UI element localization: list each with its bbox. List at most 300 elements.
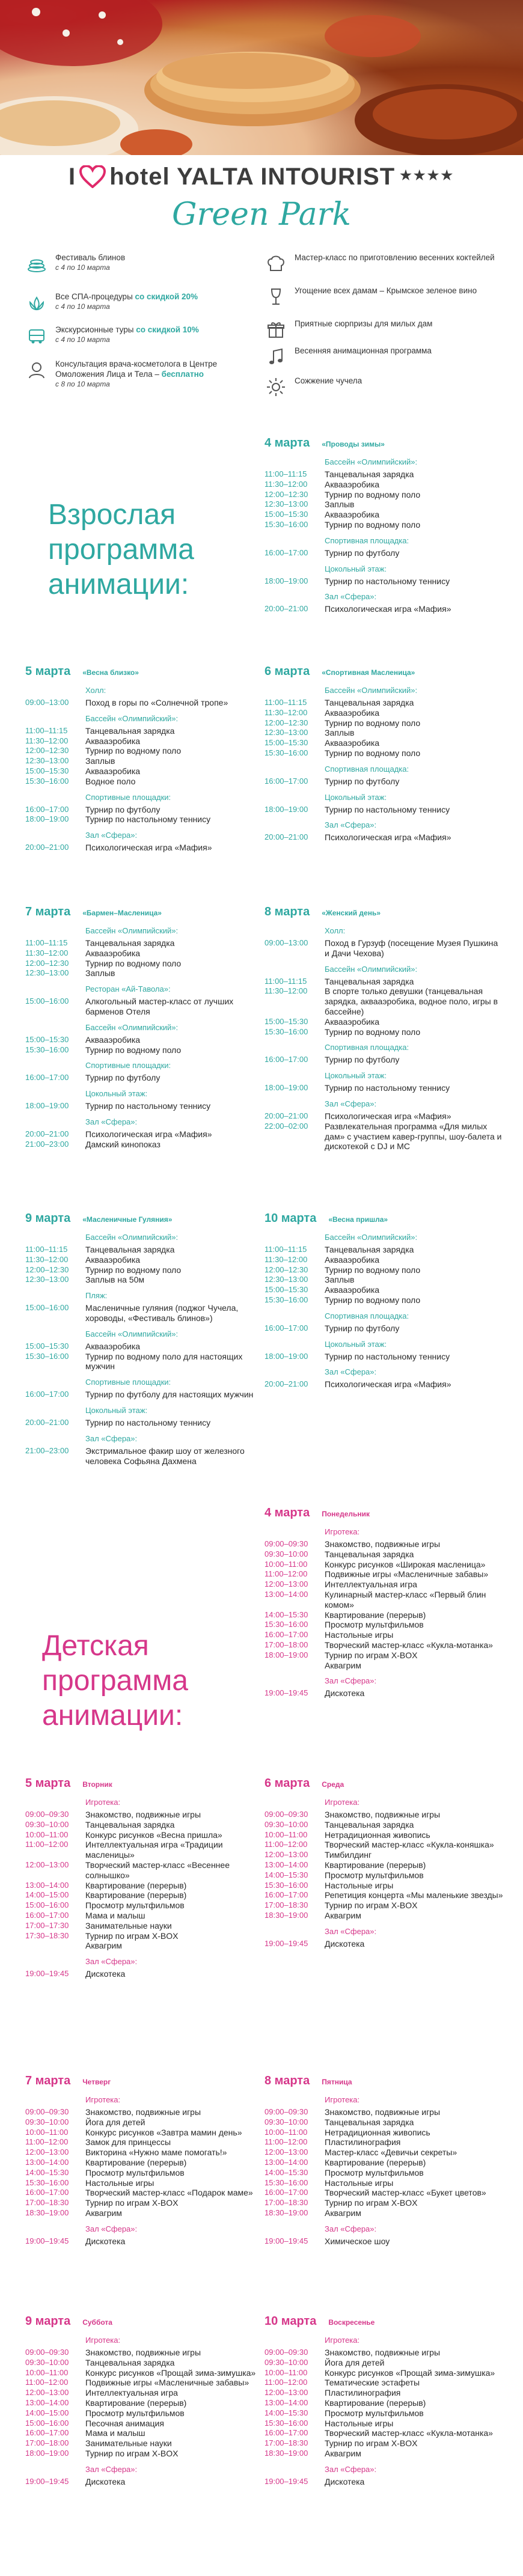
event-time: 20:00–21:00	[25, 843, 69, 852]
venue-label: Бассейн «Олимпийский»:	[325, 457, 418, 466]
event-time: 15:00–15:30	[25, 1341, 69, 1351]
event-time: 15:00–16:00	[25, 1900, 69, 1910]
day-theme: Четверг	[82, 2078, 111, 2086]
event-time: 11:30–12:00	[25, 1254, 69, 1264]
schedule-row	[265, 1860, 505, 1870]
service-dates: с 4 по 10 марта	[55, 335, 110, 344]
event-name: Квартирование (перерыв)	[85, 1880, 187, 1890]
schedule-row	[25, 766, 266, 777]
event-name: Аквааэробика	[85, 766, 141, 776]
event-name: Творческий мастер-класс «Весеннее солнышко»	[85, 1860, 230, 1880]
schedule-row	[25, 2147, 266, 2158]
schedule-row	[265, 2198, 505, 2208]
event-time: 16:00–17:00	[25, 1390, 69, 1399]
schedule-row	[265, 469, 505, 480]
event-time: 13:00–14:00	[265, 2397, 308, 2407]
event-name: Творческий мастер-класс «Подарок маме»	[85, 2188, 253, 2198]
event-time: 12:00–12:30	[265, 1265, 308, 1274]
event-time: 15:00–15:30	[265, 738, 308, 748]
venue-label: Игротека:	[325, 2336, 360, 2345]
schedule-row	[265, 1620, 505, 1630]
event-name: Заплыв	[325, 1275, 355, 1285]
schedule-row	[265, 986, 505, 1016]
event-name: Танцевальная зарядка	[85, 938, 175, 948]
event-name: Знакомство, подвижные игры	[325, 1539, 441, 1549]
schedule-row	[25, 843, 266, 853]
service-item	[265, 376, 505, 398]
day-header	[265, 664, 505, 680]
venue-label: Спортивные площадки:	[85, 1061, 171, 1070]
schedule-row	[25, 1140, 266, 1150]
event-time: 11:30–12:00	[265, 707, 308, 717]
event-time: 10:00–11:00	[265, 1830, 308, 1839]
schedule-row	[265, 1265, 505, 1275]
event-time: 14:00–15:30	[265, 2408, 308, 2417]
venue-label: Зал «Сфера»:	[325, 1099, 377, 1108]
day-header	[265, 905, 505, 920]
event-time: 20:00–21:00	[265, 1379, 308, 1389]
schedule-row	[25, 726, 266, 736]
event-time: 20:00–21:00	[265, 604, 308, 614]
venue-label: Игротека:	[85, 2095, 121, 2104]
schedule-row	[265, 805, 505, 815]
event-name: Йога для детей	[85, 2117, 145, 2127]
chef-hat-icon	[265, 252, 287, 275]
service-text	[295, 252, 495, 263]
event-time: 11:00–11:15	[265, 1245, 307, 1254]
event-name: Интеллектуальная игра	[325, 1579, 417, 1590]
venue-label: Бассейн «Олимпийский»:	[85, 1022, 179, 1032]
schedule-row	[265, 1379, 505, 1390]
service-dates: с 8 по 10 марта	[55, 380, 110, 388]
day-date: 4 марта	[265, 436, 310, 450]
event-name: Аквагрим	[325, 2448, 361, 2458]
event-name: Водное поло	[85, 776, 136, 786]
venue-label: Цокольный этаж:	[325, 1071, 387, 1081]
event-time: 13:00–14:00	[25, 2157, 69, 2167]
service-item	[25, 291, 242, 314]
day-header	[25, 1776, 266, 1792]
schedule-row	[265, 1630, 505, 1640]
event-name: Йога для детей	[325, 2357, 385, 2367]
event-name: Турнир по футболу	[325, 776, 400, 786]
event-name: Аквааэробика	[85, 1341, 141, 1351]
schedule-row	[265, 1890, 505, 1900]
event-name: Тематические эстафеты	[325, 2378, 420, 2388]
event-time: 15:00–15:30	[265, 510, 308, 519]
schedule-row	[25, 2137, 266, 2147]
schedule-row	[265, 1027, 505, 1037]
venue-label: Зал «Сфера»:	[325, 1926, 377, 1936]
event-time: 15:30–16:00	[265, 519, 308, 529]
day-date: 7 марта	[25, 905, 71, 918]
event-name: Творческий мастер-класс «Кукла-мотанка»	[325, 2428, 493, 2438]
event-time: 20:00–21:00	[25, 1417, 69, 1427]
venue-label: Бассейн «Олимпийский»:	[325, 1233, 418, 1242]
event-name: Алкогольный мастер-класс от лучших барменов Отеля	[85, 997, 234, 1016]
day-date: 5 марта	[25, 665, 71, 678]
schedule-row	[25, 756, 266, 766]
venue-label: Бассейн «Олимпийский»:	[85, 1233, 179, 1242]
event-name: Турнир по футболу	[85, 804, 161, 814]
event-time: 19:00–19:45	[25, 1969, 69, 1979]
day-date: 4 марта	[265, 1506, 310, 1519]
schedule-row	[25, 814, 266, 825]
event-time: 19:00–19:45	[265, 2236, 308, 2245]
schedule-row	[265, 2388, 505, 2398]
schedule-row	[25, 1245, 266, 1255]
day-header	[265, 1776, 505, 1792]
schedule-row	[265, 1881, 505, 1891]
event-time: 12:00–12:30	[25, 746, 69, 755]
schedule-row	[265, 1939, 505, 1949]
event-name: Турнир по футболу	[85, 1073, 161, 1083]
event-time: 09:30–10:00	[265, 2357, 308, 2367]
day-date: 5 марта	[25, 1777, 71, 1790]
schedule-row	[25, 1352, 266, 1372]
service-discount: со скидкой 20%	[135, 292, 198, 301]
service-item	[265, 285, 505, 308]
event-time: 11:00–12:00	[25, 2137, 69, 2147]
event-time	[265, 1661, 325, 1671]
day-date: 8 марта	[265, 2074, 310, 2087]
day-date: 6 марта	[265, 665, 310, 678]
event-name: Настольные игры	[85, 2178, 154, 2188]
event-name: Просмотр мультфильмов	[325, 2408, 424, 2418]
day-header	[25, 664, 266, 680]
event-time: 11:30–12:00	[265, 479, 308, 489]
schedule-row	[25, 1303, 266, 1323]
event-time: 11:00–11:15	[25, 1245, 68, 1254]
event-time: 09:00–13:00	[25, 698, 69, 707]
event-time: 17:30–18:30	[25, 1930, 69, 1940]
event-name: Турнир по настольному теннису	[85, 1101, 211, 1111]
schedule-row	[265, 2477, 505, 2487]
schedule-row	[265, 1650, 505, 1661]
service-text	[55, 291, 198, 312]
event-time: 16:00–17:00	[25, 2428, 69, 2438]
event-time: 19:00–19:45	[265, 1688, 308, 1698]
schedule-row	[265, 2168, 505, 2178]
schedule-row	[265, 490, 505, 500]
event-name: Мастер-класс «Девичьи секреты»	[325, 2147, 457, 2158]
service-label: Сожжение чучела	[295, 376, 362, 385]
venue-label: Спортивные площадки:	[85, 792, 171, 802]
schedule-row	[265, 548, 505, 558]
event-time: 18:00–19:00	[25, 2448, 69, 2458]
event-name: Турнир по водному поло	[85, 1265, 182, 1275]
schedule-row	[265, 1840, 505, 1850]
schedule-row	[25, 1275, 266, 1285]
schedule-row	[265, 576, 505, 587]
event-time: 11:00–12:00	[265, 1840, 308, 1849]
event-time: 14:00–15:30	[25, 2167, 69, 2177]
gift-box-icon	[265, 319, 287, 341]
event-time: 16:00–17:00	[265, 2188, 308, 2197]
day-theme: «Спортивная Масленица»	[322, 668, 415, 677]
schedule-row	[25, 2107, 266, 2117]
schedule-row	[25, 997, 266, 1017]
schedule-row	[25, 2449, 266, 2459]
event-time: 10:00–11:00	[265, 1559, 308, 1569]
event-name: Аквагрим	[85, 1941, 122, 1951]
day-header	[25, 2314, 266, 2330]
event-name: Аквагрим	[85, 2208, 122, 2218]
event-time: 22:00–02:00	[265, 1121, 308, 1131]
event-time: 14:00–15:00	[25, 2408, 69, 2417]
event-name: Аквааэробика	[85, 736, 141, 746]
schedule-row	[265, 1275, 505, 1285]
logo-prefix: I	[68, 163, 76, 190]
event-name: Психологическая игра «Мафия»	[325, 1111, 451, 1121]
event-time: 18:00–19:00	[265, 804, 308, 814]
event-name: Психологическая игра «Мафия»	[85, 843, 212, 853]
day-theme: Вторник	[82, 1780, 112, 1789]
event-name: Пластилинография	[325, 2388, 401, 2398]
event-name: Турнир по водному поло	[325, 519, 421, 530]
event-time	[25, 1941, 85, 1951]
venue-label: Зал «Сфера»:	[325, 2464, 377, 2474]
event-time: 15:30–16:00	[25, 2178, 69, 2187]
schedule-row	[265, 1911, 505, 1921]
schedule-row	[265, 748, 505, 758]
event-time: 10:00–11:00	[265, 2127, 308, 2137]
event-time: 17:00–18:30	[265, 1900, 308, 1910]
schedule-row	[265, 1830, 505, 1840]
schedule-row	[25, 959, 266, 969]
day-header	[265, 2074, 505, 2089]
event-name: Турнир по настольному теннису	[325, 1083, 450, 1093]
event-name: Турнир по футболу	[325, 1323, 400, 1333]
event-name: Аквааэробика	[85, 1254, 141, 1265]
adult-day-3	[265, 664, 505, 843]
event-time: 12:00–13:00	[25, 2147, 69, 2157]
schedule-row	[25, 1941, 266, 1951]
schedule-row	[265, 1111, 505, 1122]
event-name: Просмотр мультфильмов	[85, 2408, 185, 2418]
schedule-row	[265, 604, 505, 614]
day-theme: «Женский день»	[322, 909, 381, 917]
event-time: 19:00–19:45	[25, 2476, 69, 2486]
event-time: 18:00–19:00	[25, 814, 69, 824]
music-note-icon	[265, 346, 287, 368]
event-time: 11:00–11:15	[265, 469, 307, 478]
schedule-row	[25, 1911, 266, 1921]
schedule-row	[265, 1569, 505, 1579]
schedule-row	[25, 2198, 266, 2208]
venue-label: Игротека:	[325, 1798, 360, 1807]
sun-icon	[265, 376, 287, 398]
adult-day-2	[25, 664, 266, 853]
event-name: Аквааэробика	[325, 1285, 380, 1295]
schedule-row	[25, 1101, 266, 1111]
event-time: 12:00–13:00	[265, 1579, 308, 1589]
kids-day-7	[265, 2314, 505, 2487]
schedule-row	[265, 2358, 505, 2368]
event-name: Турнир по настольному теннису	[85, 814, 211, 825]
event-name: Просмотр мультфильмов	[325, 1620, 424, 1630]
schedule-row	[25, 2178, 266, 2188]
event-name: Викторина «Нужно маме помогать!»	[85, 2147, 227, 2158]
event-name: Квартирование (перерыв)	[325, 2157, 426, 2167]
schedule-row	[25, 1418, 266, 1428]
wine-glass-icon	[265, 285, 287, 308]
hero-food-photo	[0, 0, 523, 155]
adult-day-6	[25, 1211, 266, 1466]
schedule-row	[265, 1590, 505, 1610]
schedule-row	[265, 499, 505, 510]
event-name: Настольные игры	[325, 1880, 394, 1890]
event-time: 20:00–21:00	[25, 1129, 69, 1138]
event-time: 13:00–14:00	[25, 2397, 69, 2407]
day-header	[25, 905, 266, 920]
event-name: Психологическая игра «Мафия»	[325, 832, 451, 843]
event-time: 13:00–14:00	[265, 2157, 308, 2167]
event-name: Нетрадиционная живопись	[325, 2127, 430, 2137]
event-time: 11:00–12:00	[265, 2137, 308, 2147]
event-time: 10:00–11:00	[25, 1830, 69, 1839]
venue-label: Игротека:	[325, 1527, 360, 1536]
venue-label: Холл:	[85, 686, 106, 695]
event-time: 15:00–16:00	[25, 1303, 69, 1313]
event-name: Замок для принцессы	[85, 2137, 171, 2147]
venue-label: Зал «Сфера»:	[325, 592, 377, 602]
event-time: 11:00–11:15	[265, 976, 307, 986]
service-label: Фестиваль блинов	[55, 253, 126, 262]
event-name: Знакомство, подвижные игры	[85, 1810, 201, 1819]
event-time: 19:00–19:45	[25, 2236, 69, 2245]
event-time: 14:00–15:00	[25, 1890, 69, 1900]
service-discount: со скидкой 10%	[136, 325, 199, 334]
event-name: Конкурс рисунков «Прощай зима-зимушка»	[325, 2367, 495, 2378]
schedule-row	[265, 2117, 505, 2128]
event-name: Психологическая игра «Мафия»	[85, 1129, 212, 1139]
schedule-row	[265, 2147, 505, 2158]
service-item	[265, 346, 505, 368]
event-name: Конкурс рисунков «Весна пришла»	[85, 1830, 222, 1840]
day-theme: «Бармен–Масленица»	[82, 909, 162, 917]
day-theme: «Весна близко»	[82, 668, 139, 677]
event-time: 10:00–11:00	[25, 2127, 69, 2137]
schedule-row	[25, 1860, 266, 1881]
event-time: 15:30–16:00	[265, 1027, 308, 1036]
event-time: 09:30–10:00	[25, 2117, 69, 2126]
venue-label: Зал «Сфера»:	[85, 1957, 138, 1967]
kids-day-5	[265, 2074, 505, 2247]
event-time: 09:30–10:00	[265, 1819, 308, 1829]
venue-label: Бассейн «Олимпийский»:	[85, 926, 179, 935]
event-time: 18:00–19:00	[265, 1083, 308, 1093]
schedule-row	[25, 2158, 266, 2168]
event-name: Подвижные игры «Масленичные забавы»	[325, 1569, 489, 1579]
event-name: Квартирование (перерыв)	[85, 2157, 187, 2167]
event-name: Знакомство, подвижные игры	[325, 2348, 441, 2357]
event-name: Квартирование (перерыв)	[325, 2397, 426, 2408]
event-name: Квартирование (перерыв)	[85, 1890, 187, 1900]
schedule-row	[25, 1881, 266, 1891]
event-name: Аквааэробика	[85, 948, 141, 958]
event-time: 11:00–12:00	[265, 2378, 308, 2387]
event-name: Турнир по футболу	[325, 548, 400, 558]
service-text	[295, 376, 362, 386]
service-text	[55, 325, 199, 345]
schedule-row	[25, 1921, 266, 1931]
venue-label: Зал «Сфера»:	[85, 2224, 138, 2233]
service-text	[295, 346, 432, 356]
event-name: Конкурс рисунков «Завтра мамин день»	[85, 2127, 242, 2137]
schedule-row	[265, 2419, 505, 2429]
schedule-row	[25, 1341, 266, 1352]
event-time: 09:30–10:00	[265, 1549, 308, 1558]
event-time: 13:00–14:00	[265, 1589, 308, 1599]
event-name: Занимательные науки	[85, 2438, 172, 2449]
event-name: Развлекательная программа «Для милых дам» с участием кавер-группы, шоу-балета и дискотекой с DJ и MC	[325, 1121, 502, 1152]
kids-day-4	[25, 2074, 266, 2247]
event-time: 18:30–19:00	[265, 2448, 308, 2458]
event-name: Танцевальная зарядка	[325, 1819, 414, 1830]
schedule-row	[265, 1122, 505, 1152]
schedule-row	[265, 1245, 505, 1255]
schedule-row	[265, 2398, 505, 2408]
event-name: Мама и малыш	[85, 2428, 145, 2438]
event-name: Танцевальная зарядка	[325, 698, 414, 707]
event-time: 16:00–17:00	[265, 1323, 308, 1332]
service-text	[295, 285, 477, 296]
event-time: 11:00–11:15	[25, 725, 68, 735]
schedule-row	[265, 1640, 505, 1650]
event-name: Дамский кинопоказ	[85, 1139, 161, 1149]
schedule-row	[25, 2358, 266, 2368]
venue-label: Цокольный этаж:	[85, 1089, 148, 1099]
tour-bus-icon	[25, 325, 48, 347]
event-time: 17:00–18:30	[265, 2198, 308, 2208]
service-label: Угощение всех дамам – Крымское зеленое вино	[295, 286, 477, 295]
event-time: 12:00–13:00	[25, 1860, 69, 1869]
event-time: 12:30–13:00	[25, 968, 69, 978]
venue-label: Цокольный этаж:	[85, 1405, 148, 1415]
day-date: 9 марта	[25, 2315, 71, 2328]
event-name: Танцевальная зарядка	[85, 725, 175, 736]
green-park-logo: Green Park	[172, 197, 351, 233]
event-time: 19:00–19:45	[265, 1938, 308, 1948]
event-name: Просмотр мультфильмов	[325, 1870, 424, 1880]
day-theme: Понедельник	[322, 1510, 370, 1518]
event-name: Турнир по играм X-BOX	[85, 2448, 179, 2458]
schedule-row	[25, 2128, 266, 2138]
event-name: Аквааэробика	[325, 510, 380, 520]
kids-day-2	[25, 1776, 266, 1979]
event-name: Турнир по водному поло	[85, 1045, 182, 1055]
event-time: 11:00–12:00	[265, 1569, 308, 1579]
event-time: 17:00–18:30	[265, 2438, 308, 2448]
day-date: 8 марта	[265, 905, 310, 918]
event-name: Нетрадиционная живопись	[325, 1830, 430, 1840]
event-name: Заплыв на 50м	[85, 1275, 144, 1285]
event-time: 13:00–14:00	[25, 1880, 69, 1890]
kids-day-1	[265, 1506, 505, 1699]
schedule-row	[25, 1045, 266, 1055]
schedule-row	[265, 2188, 505, 2198]
event-time: 12:30–13:00	[25, 756, 69, 766]
venue-label: Спортивная площадка:	[325, 1311, 409, 1320]
venue-label: Цокольный этаж:	[325, 1339, 387, 1349]
event-name: Дискотека	[325, 2476, 365, 2486]
schedule-row	[25, 2438, 266, 2449]
event-name: Аквагрим	[325, 2208, 361, 2218]
event-name: Аквагрим	[325, 1660, 361, 1670]
event-time: 12:00–13:00	[265, 2147, 308, 2157]
event-name: Аквааэробика	[325, 1254, 380, 1265]
